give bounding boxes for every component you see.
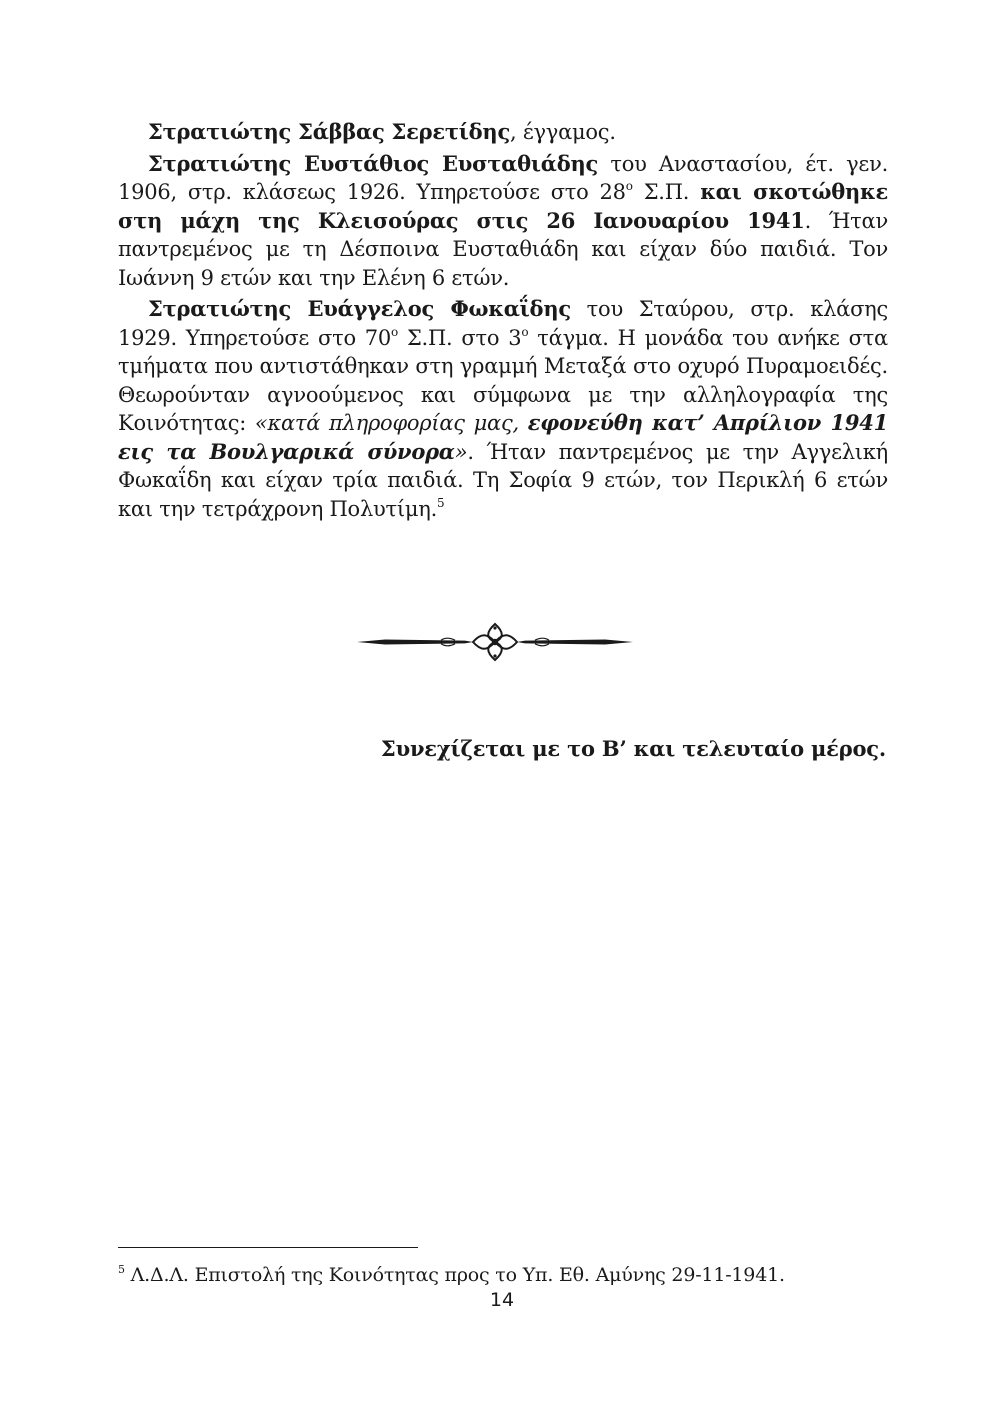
text-run: τάγμα. Η μονάδα του ανήκε στα τμήματα που αντιστάθηκαν στη γραμμή Μεταξά στο οχυρό Πυραμοειδές. Θεωρούνταν αγνοούμενος και σύμφωνα με την αλληλογραφία της Κοινότητας: [118,325,888,435]
text-run: Στρατιώτης Σάββας Σερετίδης [148,119,510,144]
footnote [118,1262,888,1288]
superscript: ο [625,179,633,193]
text-run: , έγγαμος. [510,120,616,144]
fleuron-divider-icon [355,616,635,668]
superscript: 5 [437,495,445,510]
text-run: Στρατιώτης Ευστάθιος Ευσταθιάδης [148,150,599,176]
text-run: Στρατιώτης Ευάγγελος Φωκαΐδης [148,296,571,321]
paragraph-evangelos [118,295,888,523]
paragraph-sabbas [118,118,888,147]
text-run: «κατά πληροφορίας μας, [254,411,528,435]
text-run: Σ.Π. [632,180,701,204]
text-run: . Ήταν παντρεμένος με τη Δέσποινα Ευσταθιάδη και είχαν δύο παιδιά. Τον Ιωάννη 9 ετών και την Ελένη 6 ετών. [118,208,888,290]
superscript: ο [521,324,529,339]
paragraph-eustathios [118,150,888,293]
body-text [118,118,888,526]
text-run: » [454,439,468,464]
text-run: Σ.Π. στο 3 [398,325,522,350]
text-run: εφονεύθη κατ’ Απρίλιον 1941 εις τα Βουλγαρικά σύνορα [118,410,888,464]
continued-note: Συνεχίζεται με το Β’ και τελευταίο μέρος. [380,736,886,761]
text-run: . Ήταν παντρεμένος με την Αγγελική Φωκαΐδη και είχαν τρία παιδιά. Τη Σοφία 9 ετών, τον Περικλή 6 ετών και την τετράχρονη Πολυτίμη. [118,439,888,521]
page-number: 14 [489,1289,515,1311]
text-run: και σκοτώθηκε στη μάχη της Κλεισούρας στις 26 Ιανουαρίου 1941 [118,179,888,233]
superscript: ο [391,324,398,339]
footnote-marker: 5 [118,1263,125,1276]
text-run: του Αναστασίου, έτ. γεν. 1906, στρ. κλάσεως 1926. Υπηρετούσε στο 28 [118,151,889,204]
footnote-rule [118,1247,418,1248]
text-run: του Σταύρου, στρ. κλάσης 1929. Υπηρετούσε στο 70 [118,297,888,350]
footnote-text: Λ.Δ.Λ. Επιστολή της Κοινότητας προς το Υπ. Εθ. Αμύνης 29-11-1941. [124,1264,785,1286]
